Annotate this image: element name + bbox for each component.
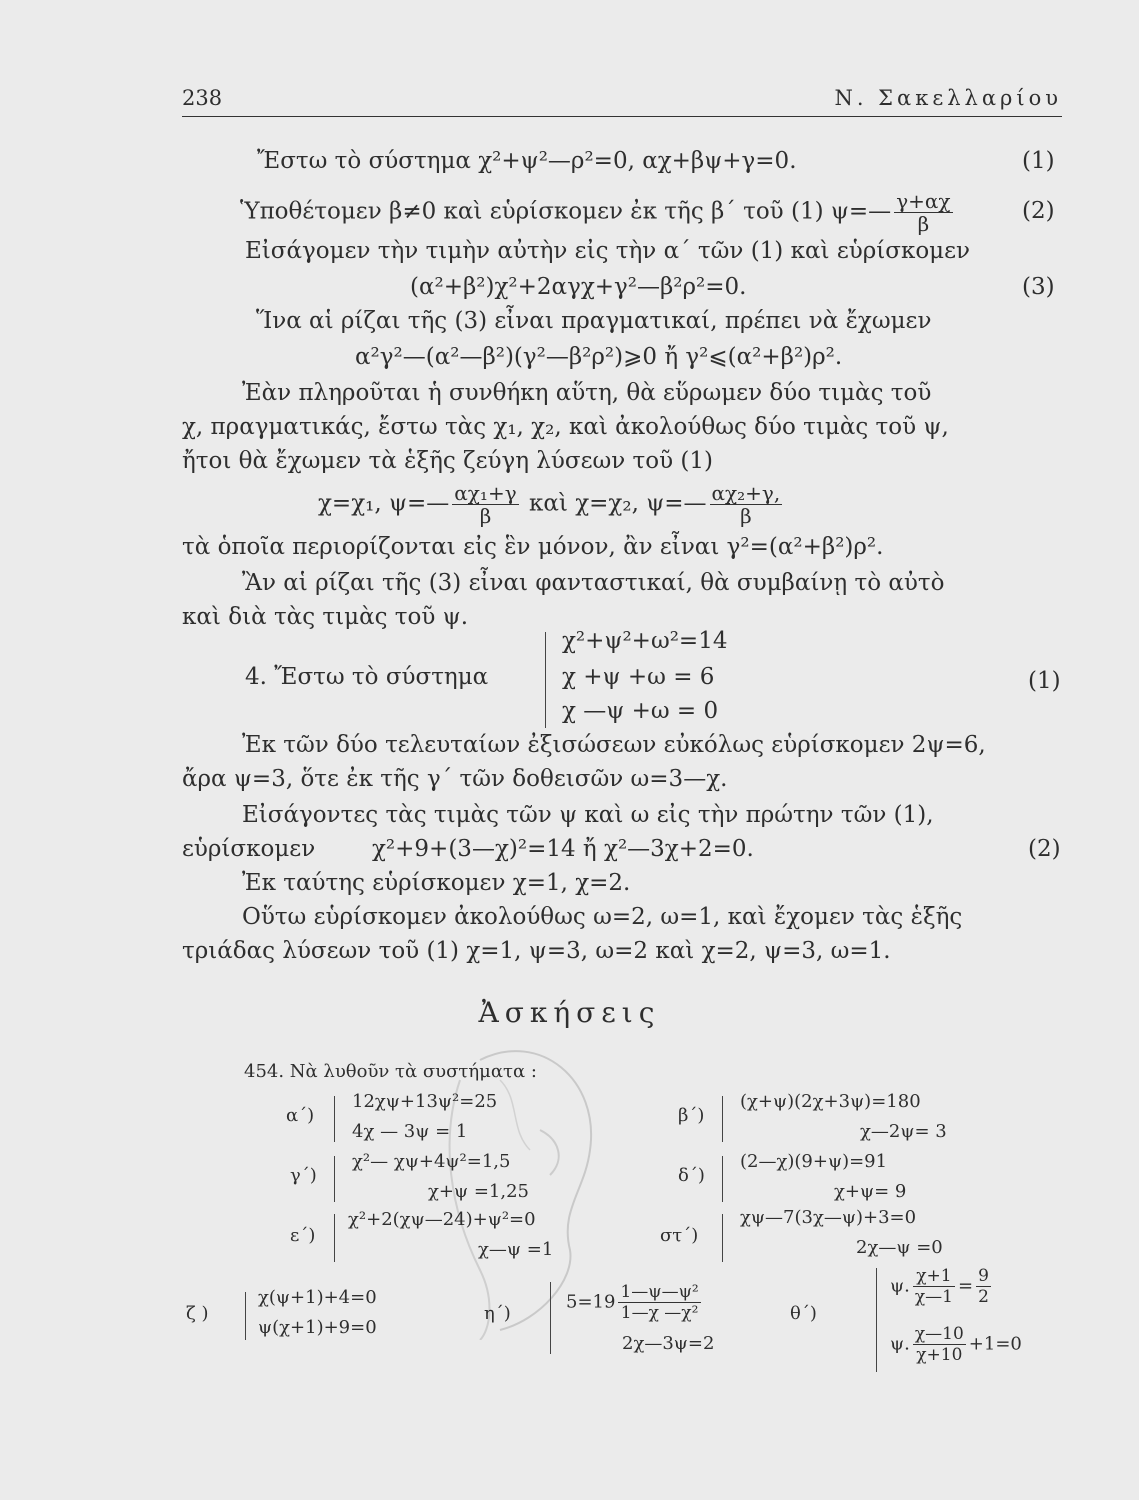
system-brace bbox=[722, 1214, 723, 1262]
system-brace bbox=[550, 1282, 551, 1354]
exercise-label: θ΄) bbox=[790, 1303, 817, 1324]
fraction-denominator: β bbox=[917, 212, 930, 236]
equation-line: χ²— χψ+4ψ²=1,5 bbox=[352, 1151, 511, 1172]
equation-line: χ +ψ +ω = 6 bbox=[562, 664, 715, 690]
equation-number: (2) bbox=[1022, 198, 1055, 224]
fraction-numerator: αχ₁+γ bbox=[454, 481, 517, 505]
exercise-label: β΄) bbox=[678, 1105, 705, 1126]
text-line: Ἐὰν πληροῦται ἡ συνθήκη αὕτη, θὰ εὕρωμεν δύο τιμὰς τοῦ bbox=[242, 380, 932, 406]
text-line: 4. Ἔστω τὸ σύστημα bbox=[245, 664, 489, 690]
equation-number: (1) bbox=[1028, 668, 1061, 694]
system-brace bbox=[876, 1268, 877, 1372]
running-head-author: Ν. Σακελλαρίου bbox=[834, 86, 1062, 110]
text-segment: Ὑποθέτομεν β≠0 καὶ εὑρίσκομεν ἐκ τῆς β΄ τοῦ (1) ψ=— bbox=[240, 198, 892, 225]
fraction-numerator: αχ₂+γ, bbox=[711, 481, 781, 505]
equation-line: χ+ψ =1,25 bbox=[428, 1181, 529, 1202]
fraction bbox=[976, 1266, 991, 1307]
text-line: Ἔστω τὸ σύστημα χ²+ψ²—ρ²=0, αχ+βψ+γ=0. bbox=[257, 148, 797, 174]
system-brace bbox=[334, 1096, 335, 1142]
equation-line: α²γ²—(α²—β²)(γ²—β²ρ²)⩾0 ἤ γ²⩽(α²+β²)ρ². bbox=[355, 344, 843, 370]
text-line: Ἐκ τῶν δύο τελευταίων ἐξισώσεων εὐκόλως εὑρίσκομεν 2ψ=6, bbox=[242, 732, 986, 758]
text-line: χ, πραγματικάς, ἔστω τὰς χ₁, χ₂, καὶ ἀκολούθως δύο τιμὰς τοῦ ψ, bbox=[182, 414, 949, 440]
exercise-label: γ΄) bbox=[290, 1165, 317, 1186]
fraction bbox=[913, 1266, 955, 1307]
text-line: Οὕτω εὑρίσκομεν ἀκολούθως ω=2, ω=1, καὶ ἔχομεν τὰς ἑξῆς bbox=[242, 904, 963, 930]
fraction-numerator: 1—ψ—ψ² bbox=[620, 1282, 699, 1302]
text-line: Εἰσάγοντες τὰς τιμὰς τῶν ψ καὶ ω εἰς τὴν πρώτην τῶν (1), bbox=[242, 802, 934, 828]
section-title: Ἀσκήσεις bbox=[478, 996, 661, 1029]
system-brace bbox=[722, 1156, 723, 1202]
equation-line: (α²+β²)χ²+2αγχ+γ²—β²ρ²=0. bbox=[410, 274, 747, 300]
text-line: τὰ ὁποῖα περιορίζονται εἰς ἓν μόνον, ἂν εἶναι γ²=(α²+β²)ρ². bbox=[182, 534, 884, 560]
fraction-numerator: χ+1 bbox=[913, 1266, 955, 1287]
equation-number: (2) bbox=[1028, 836, 1061, 862]
fraction bbox=[710, 482, 783, 527]
fraction-numerator: 9 bbox=[978, 1266, 989, 1286]
fraction bbox=[618, 1282, 700, 1323]
fraction bbox=[894, 190, 952, 235]
page-number: 238 bbox=[182, 86, 223, 110]
equation-number: (3) bbox=[1022, 274, 1055, 300]
system-brace bbox=[545, 632, 546, 728]
fraction-numerator: χ—10 bbox=[914, 1324, 964, 1344]
equation-line: ψ(χ+1)+9=0 bbox=[258, 1317, 377, 1338]
equation-line: χ+ψ= 9 bbox=[834, 1181, 907, 1202]
fraction bbox=[452, 482, 518, 527]
equation-line: χ²+9+(3—χ)²=14 ἤ χ²—3χ+2=0. bbox=[372, 836, 754, 862]
equation-line bbox=[566, 1282, 704, 1323]
equation-line: χ—ψ =1 bbox=[478, 1239, 554, 1260]
text-segment: καὶ χ=χ₂, ψ=— bbox=[528, 490, 707, 517]
equation-line: χ²+2(χψ—24)+ψ²=0 bbox=[348, 1209, 536, 1230]
fraction-denominator: χ+10 bbox=[916, 1345, 963, 1365]
exercise-label: δ΄) bbox=[678, 1165, 705, 1186]
fraction-denominator: 1—χ —χ² bbox=[620, 1303, 699, 1323]
text-line: τριάδας λύσεων τοῦ (1) χ=1, ψ=3, ω=2 καὶ χ=2, ψ=3, ω=1. bbox=[182, 938, 891, 964]
equation-line bbox=[890, 1324, 1022, 1365]
text-segment: ψ. bbox=[890, 1333, 910, 1355]
equation-line: (χ+ψ)(2χ+3ψ)=180 bbox=[740, 1091, 921, 1112]
text-segment: ψ. bbox=[890, 1275, 910, 1297]
equation-line: χ —ψ +ω = 0 bbox=[562, 698, 719, 724]
system-brace bbox=[334, 1214, 335, 1262]
system-brace bbox=[722, 1096, 723, 1142]
fraction-denominator: 2 bbox=[978, 1287, 989, 1307]
equation-line: 2χ—ψ =0 bbox=[856, 1237, 943, 1258]
text-line: ἄρα ψ=3, ὅτε ἐκ τῆς γ΄ τῶν δοθεισῶν ω=3—χ. bbox=[182, 766, 728, 792]
system-brace bbox=[334, 1156, 335, 1202]
text-segment: +1=0 bbox=[968, 1333, 1022, 1355]
equation-line bbox=[890, 1266, 994, 1307]
page-header bbox=[182, 86, 1062, 117]
exercise-intro: 454. Νὰ λυθοῦν τὰ συστήματα : bbox=[244, 1061, 537, 1082]
equation-line bbox=[318, 482, 785, 527]
exercise-label: ε΄) bbox=[290, 1225, 316, 1246]
fraction-numerator: γ+αχ bbox=[896, 189, 951, 213]
text-line: Ἐκ ταύτης εὑρίσκομεν χ=1, χ=2. bbox=[242, 870, 631, 896]
fraction-denominator: β bbox=[479, 504, 492, 528]
equation-line: 2χ—3ψ=2 bbox=[622, 1333, 715, 1354]
equation-line: (2—χ)(9+ψ)=91 bbox=[740, 1151, 888, 1172]
text-segment: χ=χ₁, ψ=— bbox=[318, 490, 450, 517]
equation-line: χ²+ψ²+ω²=14 bbox=[562, 628, 728, 654]
fraction-denominator: β bbox=[740, 504, 752, 528]
text-segment: = bbox=[957, 1275, 974, 1297]
equation-line: χ—2ψ= 3 bbox=[860, 1121, 947, 1142]
exercise-label: α΄) bbox=[286, 1105, 315, 1126]
fraction-denominator: χ—1 bbox=[914, 1287, 953, 1307]
equation-line: χ(ψ+1)+4=0 bbox=[258, 1287, 377, 1308]
text-line: Ἵνα αἱ ρίζαι τῆς (3) εἶναι πραγματικαί, πρέπει νὰ ἔχωμεν bbox=[256, 308, 932, 334]
text-line: ἤτοι θὰ ἔχωμεν τὰ ἑξῆς ζεύγη λύσεων τοῦ (1) bbox=[182, 448, 713, 474]
equation-number: (1) bbox=[1022, 148, 1055, 174]
equation-line: χψ—7(3χ—ψ)+3=0 bbox=[740, 1207, 917, 1228]
text-line: εὑρίσκομεν bbox=[182, 836, 316, 862]
text-line: Εἰσάγομεν τὴν τιμὴν αὐτὴν εἰς τὴν α΄ τῶν (1) καὶ εὑρίσκομεν bbox=[245, 238, 971, 264]
text-line bbox=[240, 190, 956, 235]
exercise-label: ζ ) bbox=[186, 1303, 209, 1324]
fraction bbox=[913, 1324, 966, 1365]
equation-line: 4χ — 3ψ = 1 bbox=[352, 1121, 468, 1142]
text-line: καὶ διὰ τὰς τιμὰς τοῦ ψ. bbox=[182, 604, 469, 630]
text-segment: 5=19 bbox=[566, 1291, 616, 1313]
text-line: Ἂν αἱ ρίζαι τῆς (3) εἶναι φανταστικαί, θὰ συμβαίνῃ τὸ αὐτὸ bbox=[242, 570, 945, 596]
exercise-label: στ΄) bbox=[660, 1225, 699, 1246]
exercise-label: η΄) bbox=[484, 1303, 511, 1324]
equation-line: 12χψ+13ψ²=25 bbox=[352, 1091, 498, 1112]
system-brace bbox=[245, 1292, 246, 1340]
